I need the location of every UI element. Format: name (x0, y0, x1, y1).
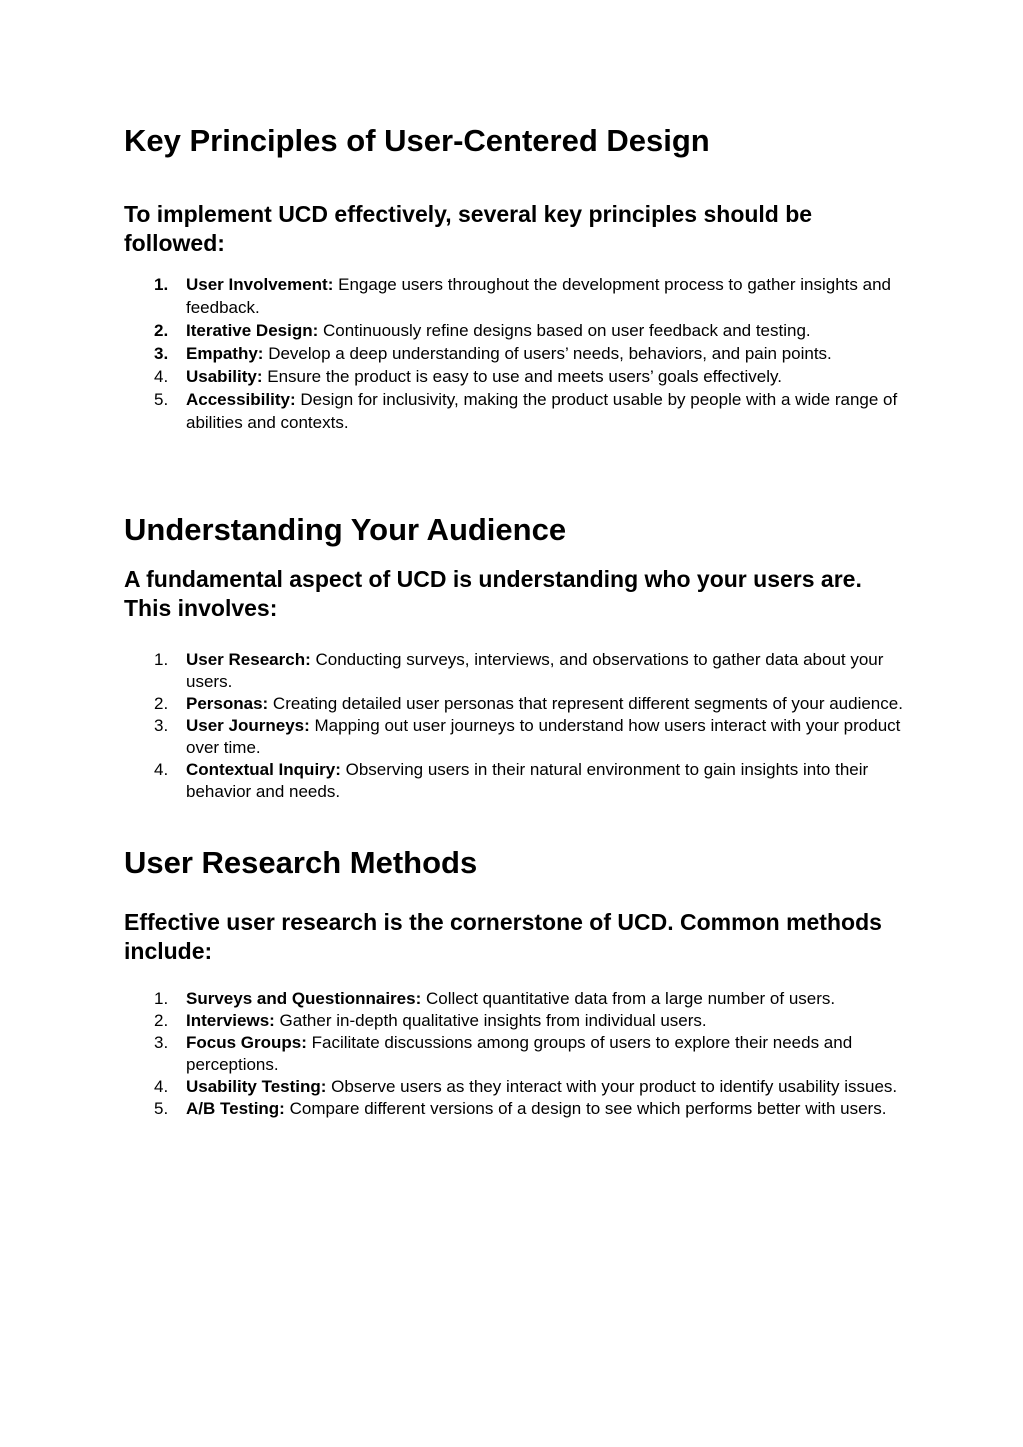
list-term: Empathy: (186, 344, 264, 363)
list-term: Iterative Design: (186, 321, 319, 340)
list-item (124, 1010, 904, 1032)
list-term: Usability Testing: (186, 1077, 327, 1096)
list-number: 1. (154, 275, 169, 294)
section-intro: To implement UCD effectively, several key principles should be followed: (124, 201, 813, 256)
section-heading: User Research Methods (124, 845, 478, 880)
list-text: Creating detailed user personas that represent different segments of your audience. (268, 694, 903, 713)
list-number: 1. (154, 650, 169, 669)
list-number: 2. (154, 694, 169, 713)
list-item (124, 365, 904, 388)
list-text: Conducting surveys, interviews, and observations to gather data about your users. (186, 650, 884, 691)
list-item (124, 988, 904, 1010)
list-item (124, 1098, 904, 1120)
list-item (124, 388, 904, 434)
list-term: Focus Groups: (186, 1033, 307, 1052)
methods-list (124, 988, 904, 1120)
principles-list (124, 273, 904, 434)
list-term: A/B Testing: (186, 1099, 285, 1118)
list-item (124, 715, 904, 759)
list-item (124, 1032, 904, 1076)
list-term: Contextual Inquiry: (186, 760, 341, 779)
list-text: Gather in-depth qualitative insights from individual users. (274, 1011, 707, 1030)
list-text: Engage users throughout the development process to gather insights and feedback. (186, 275, 891, 317)
list-item (124, 342, 904, 365)
list-term: Personas: (186, 694, 269, 713)
list-number: 3. (154, 344, 169, 363)
section-intro: A fundamental aspect of UCD is understanding who your users are. This involves: (124, 566, 862, 621)
list-text: Design for inclusivity, making the product usable by people with a wide range of abilities and contexts. (186, 390, 898, 432)
section-heading: Understanding Your Audience (124, 512, 567, 547)
list-term: User Research: (186, 650, 311, 669)
list-number: 4. (154, 760, 169, 779)
list-text: Observe users as they interact with your product to identify usability issues. (326, 1077, 898, 1096)
list-text: Collect quantitative data from a large number of users. (421, 989, 836, 1008)
list-term: Usability: (186, 367, 263, 386)
list-number: 1. (154, 989, 169, 1008)
list-item (124, 759, 904, 803)
list-number: 5. (154, 390, 169, 409)
list-number: 4. (154, 367, 169, 386)
section-intro: Effective user research is the cornerstone of UCD. Common methods include: (124, 909, 882, 964)
section-heading: Key Principles of User-Centered Design (124, 123, 710, 158)
list-term: Surveys and Questionnaires: (186, 989, 422, 1008)
list-item (124, 649, 904, 693)
list-number: 3. (154, 1033, 169, 1052)
list-item (124, 1076, 904, 1098)
list-term: User Involvement: (186, 275, 334, 294)
list-text: Facilitate discussions among groups of users to explore their needs and perceptions. (186, 1033, 853, 1074)
list-item (124, 693, 904, 715)
list-item (124, 273, 904, 319)
list-number: 2. (154, 321, 169, 340)
list-number: 4. (154, 1077, 169, 1096)
list-term: Interviews: (186, 1011, 275, 1030)
list-text: Compare different versions of a design to see which performs better with users. (284, 1099, 887, 1118)
list-number: 3. (154, 716, 169, 735)
list-item (124, 319, 904, 342)
list-number: 2. (154, 1011, 169, 1030)
list-text: Continuously refine designs based on user feedback and testing. (318, 321, 811, 340)
list-term: Accessibility: (186, 390, 296, 409)
list-text: Observing users in their natural environment to gain insights into their behavior and needs. (186, 760, 869, 801)
list-text: Develop a deep understanding of users’ needs, behaviors, and pain points. (263, 344, 832, 363)
list-number: 5. (154, 1099, 169, 1118)
list-text: Mapping out user journeys to understand how users interact with your product over time. (186, 716, 901, 757)
list-text: Ensure the product is easy to use and meets users’ goals effectively. (262, 367, 782, 386)
audience-list (124, 649, 904, 803)
list-term: User Journeys: (186, 716, 310, 735)
